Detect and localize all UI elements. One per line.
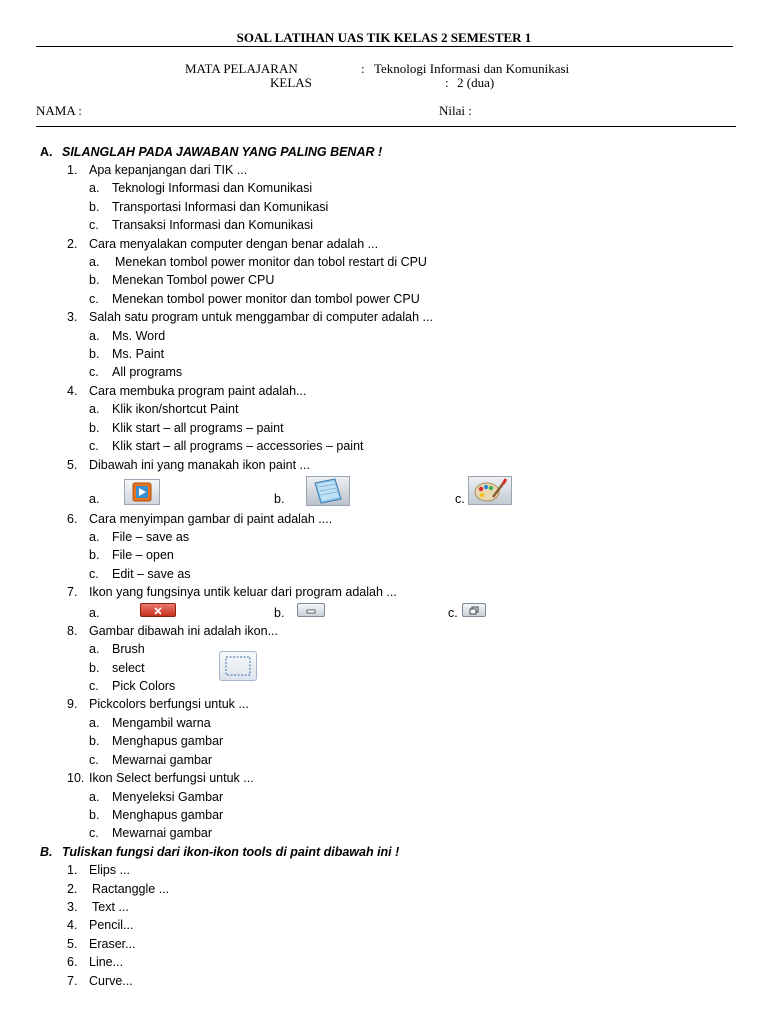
item-text: Elips ...	[89, 863, 130, 877]
section-b-title: Tuliskan fungsi dari ikon-ikon tools di paint dibawah ini !	[62, 845, 400, 859]
item-number: 1.	[67, 863, 78, 877]
option-letter: a.	[89, 255, 100, 269]
question-number: 9.	[67, 697, 78, 711]
option-text: Teknologi Informasi dan Komunikasi	[112, 181, 313, 195]
option-text: Mewarnai gambar	[112, 826, 213, 840]
option-letter: c.	[89, 365, 99, 379]
section-a-title: SILANGLAH PADA JAWABAN YANG PALING BENAR !	[62, 145, 383, 159]
item-number: 5.	[67, 937, 78, 951]
option-text: Transaksi Informasi dan Komunikasi	[112, 218, 314, 232]
option-text: Menghapus gambar	[112, 734, 224, 748]
option-text: Klik start – all programs – paint	[112, 421, 284, 435]
question-number: 7.	[67, 585, 78, 599]
option-letter: b.	[89, 661, 100, 675]
option-letter: a.	[89, 492, 100, 506]
question-text: Ikon Select berfungsi untuk ...	[89, 771, 254, 785]
option-letter: a.	[89, 716, 100, 730]
option-letter: b.	[89, 548, 100, 562]
header-divider-left	[36, 126, 386, 127]
question-text: Pickcolors berfungsi untuk ...	[89, 697, 249, 711]
class-colon: :	[445, 75, 449, 90]
option-letter: c.	[448, 606, 458, 620]
item-text: Ractanggle ...	[92, 882, 170, 896]
question-number: 8.	[67, 624, 78, 638]
option-letter: b.	[89, 734, 100, 748]
page-title: SOAL LATIHAN UAS TIK KELAS 2 SEMESTER 1	[236, 30, 532, 45]
question-text: Apa kepanjangan dari TIK ...	[89, 163, 248, 177]
option-text: Klik ikon/shortcut Paint	[112, 402, 239, 416]
option-text: Mengambil warna	[112, 716, 211, 730]
subject-label: MATA PELAJARAN	[185, 61, 298, 76]
option-letter: a.	[89, 606, 100, 620]
option-text: Klik start – all programs – accessories – paint	[112, 439, 364, 453]
question-text: Ikon yang fungsinya untik keluar dari program adalah ...	[89, 585, 397, 599]
question-text: Cara menyimpan gambar di paint adalah ....	[89, 512, 333, 526]
question-number: 4.	[67, 384, 78, 398]
option-text: File – open	[112, 548, 174, 562]
option-letter: a.	[89, 181, 100, 195]
name-label: NAMA :	[36, 103, 82, 118]
paint-palette-icon	[468, 476, 512, 505]
option-letter: c.	[89, 218, 99, 232]
option-text: Transportasi Informasi dan Komunikasi	[112, 200, 329, 214]
item-number: 7.	[67, 974, 78, 988]
option-letter: c.	[89, 826, 99, 840]
item-text: Text ...	[92, 900, 129, 914]
question-number: 5.	[67, 458, 78, 472]
class-label: KELAS	[270, 75, 312, 90]
option-letter: b.	[89, 200, 100, 214]
option-letter: c.	[89, 679, 99, 693]
question-text: Gambar dibawah ini adalah ikon...	[89, 624, 279, 638]
restore-window-icon	[462, 603, 486, 617]
option-letter: a.	[89, 530, 100, 544]
item-text: Eraser...	[89, 937, 136, 951]
header-divider	[386, 126, 736, 127]
option-text: All programs	[112, 365, 183, 379]
option-text: Brush	[112, 642, 145, 656]
section-b-marker: B.	[40, 845, 53, 859]
subject-colon: :	[361, 61, 365, 76]
option-text: Menekan tombol power monitor dan tombol power CPU	[112, 292, 420, 306]
media-player-icon	[124, 479, 160, 505]
section-a-marker: A.	[40, 145, 53, 159]
option-letter: c.	[455, 492, 465, 506]
item-number: 3.	[67, 900, 78, 914]
question-number: 10.	[67, 771, 85, 785]
option-letter: c.	[89, 753, 99, 767]
option-letter: c.	[89, 439, 99, 453]
option-text: Menekan Tombol power CPU	[112, 273, 275, 287]
option-text: Edit – save as	[112, 567, 191, 581]
question-number: 2.	[67, 237, 78, 251]
notepad-icon	[306, 476, 350, 506]
option-letter: a.	[89, 329, 100, 343]
item-number: 4.	[67, 918, 78, 932]
title-divider	[36, 46, 733, 47]
option-letter: b.	[89, 421, 100, 435]
class-value: 2 (dua)	[457, 75, 495, 90]
item-text: Line...	[89, 955, 124, 969]
option-text: Pick Colors	[112, 679, 176, 693]
option-text: Menghapus gambar	[112, 808, 224, 822]
question-number: 6.	[67, 512, 78, 526]
option-text: Ms. Paint	[112, 347, 165, 361]
option-letter: c.	[89, 567, 99, 581]
close-window-icon	[140, 603, 176, 617]
option-letter: b.	[274, 606, 285, 620]
option-text: Ms. Word	[112, 329, 166, 343]
select-tool-icon	[219, 651, 257, 681]
option-letter: a.	[89, 790, 100, 804]
score-label: Nilai :	[439, 103, 472, 118]
question-text: Salah satu program untuk menggambar di computer adalah ...	[89, 310, 433, 324]
option-letter: b.	[89, 808, 100, 822]
item-number: 2.	[67, 882, 78, 896]
question-text: Cara membuka program paint adalah...	[89, 384, 307, 398]
item-text: Curve...	[89, 974, 133, 988]
option-letter: c.	[89, 292, 99, 306]
subject-value: Teknologi Informasi dan Komunikasi	[374, 61, 570, 76]
question-number: 1.	[67, 163, 78, 177]
item-text: Pencil...	[89, 918, 134, 932]
option-letter: a.	[89, 642, 100, 656]
minimize-window-icon	[297, 603, 325, 617]
option-text: Mewarnai gambar	[112, 753, 213, 767]
option-text: Menekan tombol power monitor dan tobol restart di CPU	[115, 255, 427, 269]
question-number: 3.	[67, 310, 78, 324]
option-text: Menyeleksi Gambar	[112, 790, 224, 804]
option-text: File – save as	[112, 530, 190, 544]
option-letter: a.	[89, 402, 100, 416]
item-number: 6.	[67, 955, 78, 969]
question-text: Dibawah ini yang manakah ikon paint ...	[89, 458, 310, 472]
option-letter: b.	[89, 273, 100, 287]
option-text: select	[112, 661, 145, 675]
question-text: Cara menyalakan computer dengan benar adalah ...	[89, 237, 379, 251]
option-letter: b.	[274, 492, 285, 506]
option-letter: b.	[89, 347, 100, 361]
